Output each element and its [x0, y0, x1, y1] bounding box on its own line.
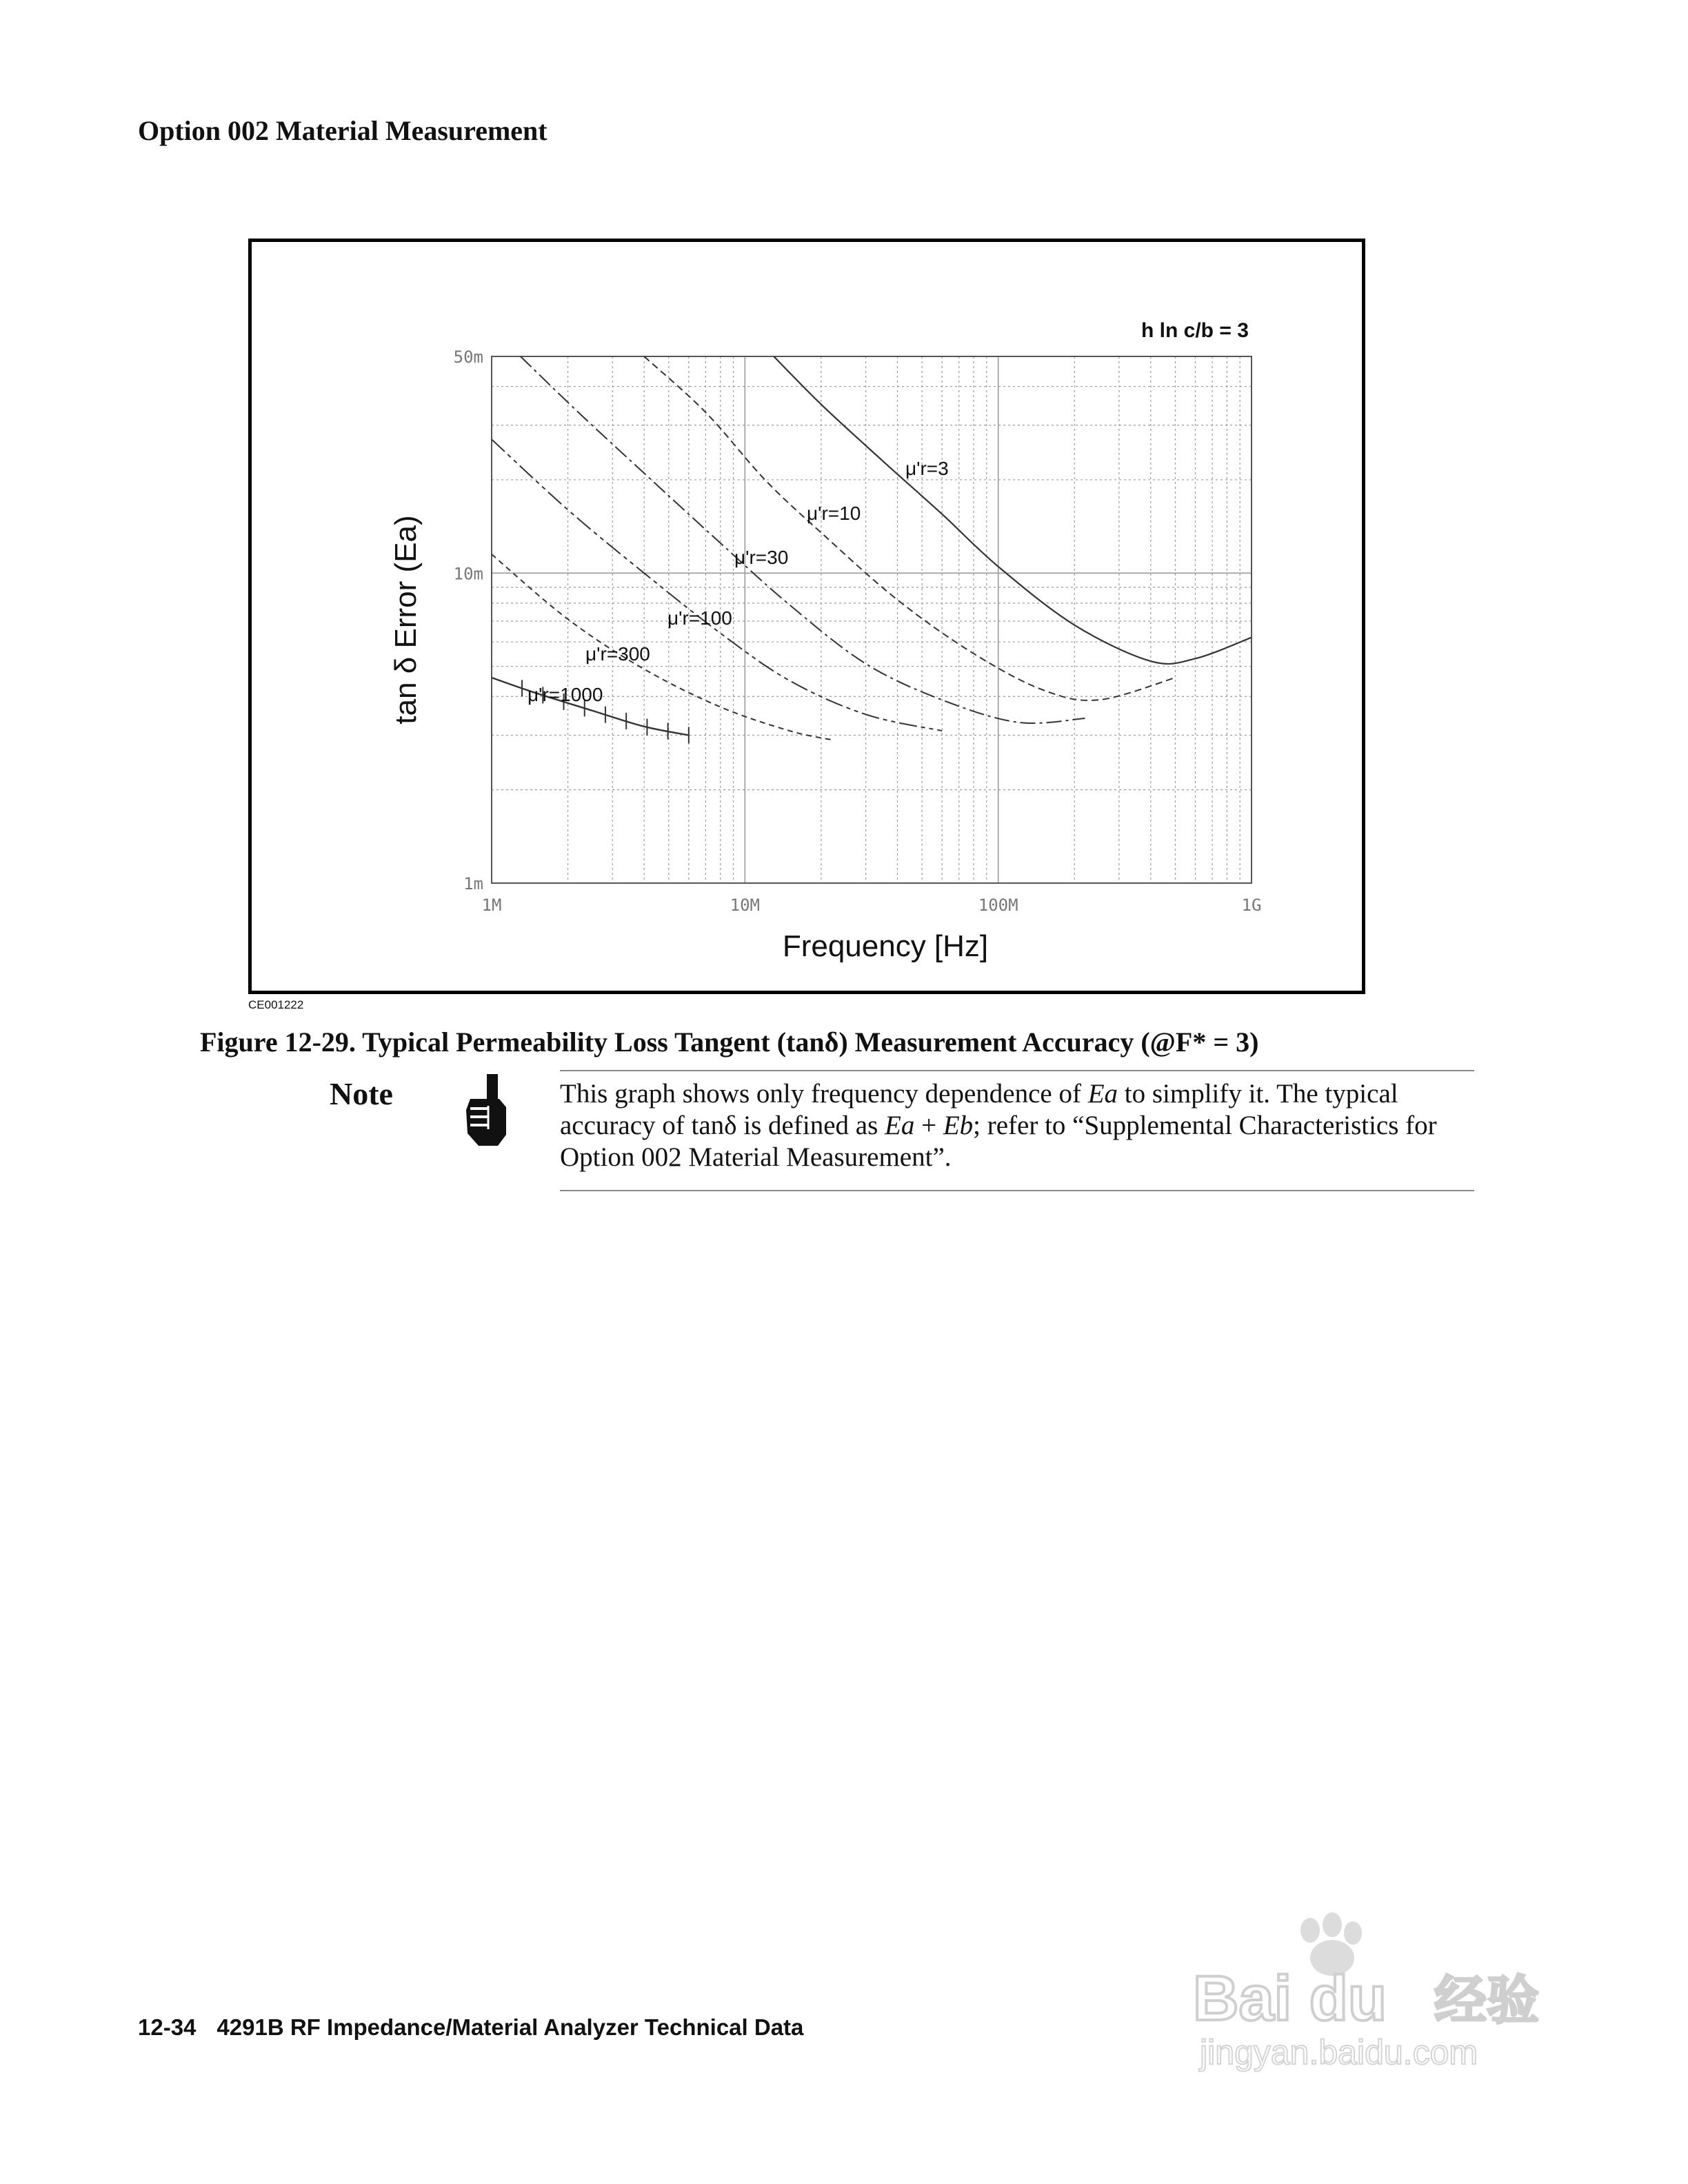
x-axis-title: Frequency [Hz]: [782, 929, 989, 963]
series-label: μ'r=300: [585, 643, 650, 665]
figure-code: CE001222: [248, 998, 304, 1011]
eb-variable: Eb: [943, 1111, 974, 1140]
document-title: 4291B RF Impedance/Material Analyzer Technical Data: [217, 2014, 804, 2040]
ea-variable: Ea: [1087, 1079, 1118, 1109]
series-label: μ'r=3: [905, 458, 949, 479]
series-label: μ'r=30: [734, 547, 789, 568]
series-label: μ'r=100: [667, 607, 732, 629]
y-tick-label: 1m: [463, 874, 483, 893]
page-number: 12-34: [138, 2014, 197, 2040]
note-top-rule: [560, 1070, 1474, 1071]
note-text-part: ; refer to “Supplemental Characteristics for Option 002 Material Measurement”.: [560, 1111, 1437, 1172]
watermark-url: jingyan.baidu.com: [1200, 2033, 1478, 2072]
y-tick-label: 10m: [453, 564, 483, 584]
watermark-cn-text: 经验: [1434, 1970, 1539, 2031]
x-tick-label: 10M: [730, 896, 761, 915]
series-label: μ'r=1000: [528, 684, 603, 705]
plot-area: [492, 356, 1252, 883]
condition-annotation: h ln c/b = 3: [1141, 319, 1249, 342]
baidu-watermark: [1179, 1910, 1579, 2075]
note-text-part: This graph shows only frequency dependence of: [560, 1079, 1088, 1109]
note-text-part: to simplify it. The typical accuracy of tanδ is defined as: [560, 1079, 1398, 1140]
page-footer: [138, 2014, 803, 2041]
y-tick-label: 50m: [453, 347, 483, 367]
ea-variable: Ea: [885, 1111, 915, 1140]
accuracy-chart: [252, 242, 1362, 991]
note-bottom-rule: [560, 1190, 1474, 1191]
note-label: Note: [330, 1076, 393, 1111]
x-tick-label: 1G: [1241, 896, 1262, 915]
plus-sign: +: [914, 1111, 943, 1140]
x-tick-label: 1M: [481, 896, 502, 915]
note-text: [560, 1078, 1474, 1173]
x-tick-label: 100M: [978, 896, 1018, 915]
series-line-5: [492, 554, 832, 740]
series-line-2: [644, 356, 1175, 700]
series-label: μ'r=10: [807, 503, 861, 524]
figure-frame: [248, 239, 1365, 994]
figure-caption: Figure 12-29. Typical Permeability Loss Tangent (tanδ) Measurement Accuracy (@F* = 3): [200, 1027, 1259, 1058]
section-title: Option 002 Material Measurement: [138, 115, 547, 146]
y-axis-title: tan δ Error (Ea): [389, 515, 423, 725]
watermark-brand: Bai du: [1193, 1963, 1387, 2034]
pointing-hand-icon: [461, 1074, 516, 1153]
series-line-3: [521, 356, 1085, 723]
